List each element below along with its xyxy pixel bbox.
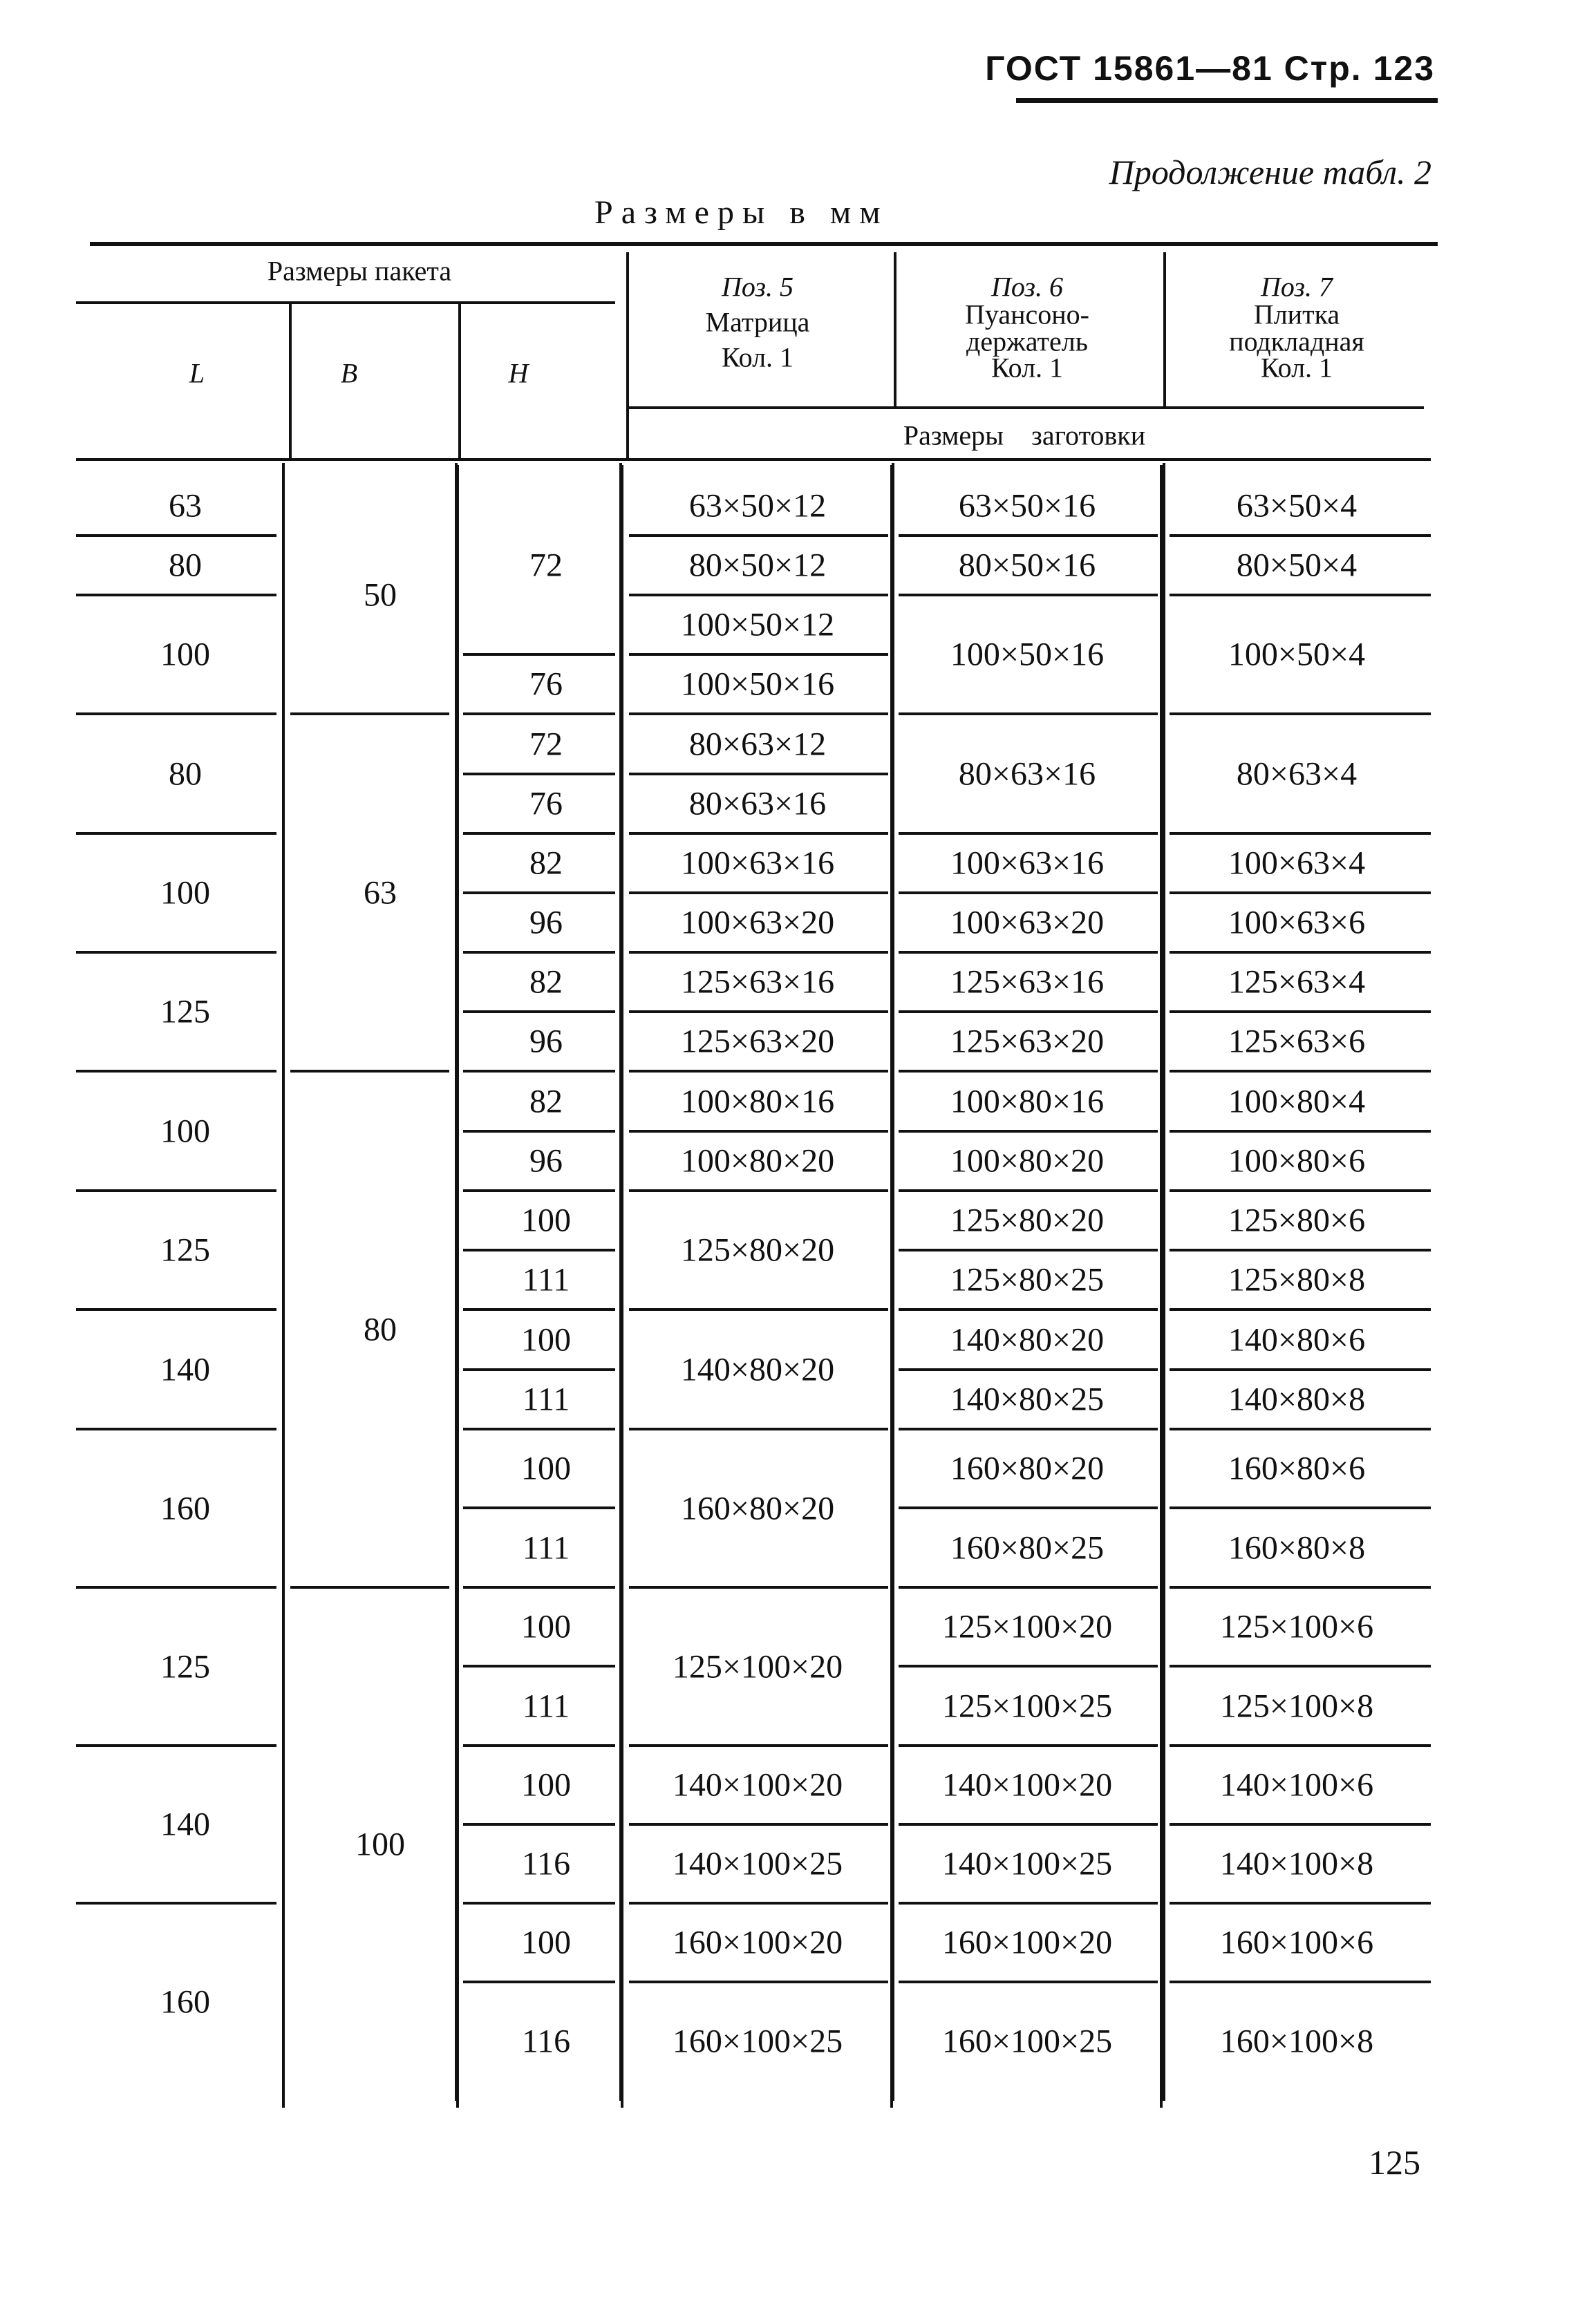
pos5-cell: 140×80×20 xyxy=(680,1351,835,1388)
pos5-cell: 100×80×20 xyxy=(680,1142,835,1180)
pos6-row-rule xyxy=(899,1586,1158,1589)
pos7-row-rule xyxy=(1170,594,1431,596)
L-cell: 100 xyxy=(160,1113,210,1149)
B-row-rule xyxy=(290,1070,449,1073)
pos5-cell: 100×80×16 xyxy=(680,1083,835,1120)
pos6-cell: 125×63×20 xyxy=(950,1023,1105,1060)
pos6-row-rule xyxy=(899,832,1158,835)
pos5-cell: 100×50×12 xyxy=(680,606,835,643)
col-header-H: H xyxy=(508,357,529,389)
pos7-name-line2: подкладная xyxy=(1229,325,1364,357)
pos5-row-rule xyxy=(629,1010,888,1013)
pos5-row-rule xyxy=(629,1586,888,1589)
header-rule-blanks xyxy=(628,406,1424,409)
pos6-cell: 80×50×16 xyxy=(958,547,1096,584)
pos5-cell: 100×63×20 xyxy=(680,904,835,941)
H-row-rule xyxy=(463,1249,615,1251)
pos7-cell: 80×50×4 xyxy=(1236,547,1358,584)
H-row-rule xyxy=(463,773,615,775)
H-cell: 96 xyxy=(529,1023,563,1060)
H-cell: 72 xyxy=(529,547,563,583)
pos6-number: Поз. 6 xyxy=(991,271,1063,303)
pos6-qty: Кол. 1 xyxy=(990,352,1064,384)
H-cell: 100 xyxy=(521,1608,571,1645)
L-row-rule xyxy=(76,832,276,835)
pos7-number: Поз. 7 xyxy=(1261,271,1333,303)
pos6-cell: 80×63×16 xyxy=(958,755,1096,792)
pos6-cell: 160×80×20 xyxy=(950,1450,1105,1487)
pos6-cell: 125×100×25 xyxy=(941,1688,1113,1724)
pos7-cell: 100×63×6 xyxy=(1228,904,1366,941)
pos6-row-rule xyxy=(899,534,1158,537)
pos6-cell: 125×63×16 xyxy=(950,963,1105,1001)
pos5-cell: 63×50×12 xyxy=(688,487,827,524)
pos6-row-rule xyxy=(899,1665,1158,1668)
page-number: 125 xyxy=(1369,2143,1420,2182)
L-cell: 80 xyxy=(169,547,202,584)
header-rule-package xyxy=(76,301,615,304)
blank-sizes-header: Размеры заготовки xyxy=(903,419,1146,451)
pos5-row-rule xyxy=(629,1070,888,1073)
pos5-qty: Кол. 1 xyxy=(721,341,794,373)
L-row-rule xyxy=(76,534,276,537)
header-vline-BH xyxy=(458,303,461,460)
L-cell: 125 xyxy=(160,993,210,1030)
pos6-row-rule xyxy=(899,1506,1158,1509)
H-cell: 111 xyxy=(522,1381,570,1418)
header-vline-LB xyxy=(289,303,292,460)
H-cell: 96 xyxy=(529,1142,563,1180)
H-cell: 111 xyxy=(522,1529,570,1566)
pos7-cell: 140×80×8 xyxy=(1228,1381,1366,1418)
pos5-row-rule xyxy=(629,1981,888,1983)
pos5-row-rule xyxy=(629,1308,888,1311)
H-cell: 76 xyxy=(529,665,563,703)
H-cell: 111 xyxy=(522,1688,570,1724)
L-row-rule xyxy=(76,1189,276,1192)
pos5-cell: 100×63×16 xyxy=(680,844,835,882)
pos6-name-line2: держатель xyxy=(966,325,1088,357)
pos5-cell: 160×100×20 xyxy=(672,1924,843,1961)
B-row-rule xyxy=(290,1586,449,1589)
H-row-rule xyxy=(463,1902,615,1905)
H-row-rule xyxy=(463,891,615,894)
pos7-cell: 140×100×8 xyxy=(1219,1845,1374,1882)
pos7-row-rule xyxy=(1170,1368,1431,1371)
B-cell: 50 xyxy=(364,576,397,613)
pos7-row-rule xyxy=(1170,712,1431,715)
pos6-row-rule xyxy=(899,1308,1158,1311)
units-caption: Размеры в мм xyxy=(594,194,889,231)
pos7-row-rule xyxy=(1170,891,1431,894)
pos5-cell: 80×63×16 xyxy=(688,785,827,822)
header-rule xyxy=(1016,98,1438,103)
H-cell: 116 xyxy=(521,1845,571,1882)
H-cell: 116 xyxy=(521,2023,571,2060)
pos6-row-rule xyxy=(899,1070,1158,1073)
pos7-row-rule xyxy=(1170,1665,1431,1668)
table-continuation-note: Продолжение табл. 2 xyxy=(1109,153,1431,191)
pos7-cell: 80×63×4 xyxy=(1236,755,1358,792)
pos5-row-rule xyxy=(629,712,888,715)
package-sizes-header: Размеры пакета xyxy=(267,255,452,287)
pos5-cell: 125×100×20 xyxy=(672,1648,843,1685)
pos6-row-rule xyxy=(899,1744,1158,1747)
pos5-row-rule xyxy=(629,534,888,537)
B-cell: 80 xyxy=(364,1311,397,1348)
pos7-cell: 160×80×8 xyxy=(1228,1529,1366,1566)
pos6-cell: 140×100×25 xyxy=(941,1845,1113,1882)
H-row-rule xyxy=(463,1506,615,1509)
document-header: ГОСТ 15861—81 Стр. 123 xyxy=(985,49,1435,88)
L-cell: 160 xyxy=(160,1490,210,1527)
pos6-row-rule xyxy=(899,1189,1158,1192)
pos5-row-rule xyxy=(629,594,888,596)
L-row-rule xyxy=(76,1586,276,1589)
pos7-cell: 63×50×4 xyxy=(1236,487,1358,524)
pos7-cell: 100×80×6 xyxy=(1228,1142,1366,1180)
H-cell: 96 xyxy=(529,904,563,941)
L-cell: 125 xyxy=(160,1648,210,1685)
L-row-rule xyxy=(76,1308,276,1311)
header-bottom-rule xyxy=(76,458,1431,461)
pos6-row-rule xyxy=(899,712,1158,715)
pos7-cell: 125×100×6 xyxy=(1219,1608,1374,1645)
pos6-cell: 100×63×16 xyxy=(950,844,1105,882)
pos6-cell: 140×80×20 xyxy=(950,1321,1105,1358)
H-cell: 100 xyxy=(521,1321,571,1358)
pos5-cell: 125×80×20 xyxy=(680,1231,835,1269)
L-row-rule xyxy=(76,594,276,596)
pos6-cell: 125×80×25 xyxy=(950,1261,1105,1298)
H-cell: 82 xyxy=(529,963,563,1001)
pos6-cell: 125×80×20 xyxy=(950,1202,1105,1239)
pos7-row-rule xyxy=(1170,1506,1431,1509)
H-cell: 111 xyxy=(522,1261,570,1298)
H-cell: 100 xyxy=(521,1450,571,1487)
pos7-row-rule xyxy=(1170,1189,1431,1192)
pos6-cell: 100×63×20 xyxy=(950,904,1105,941)
pos7-cell: 160×100×6 xyxy=(1219,1924,1374,1961)
pos7-cell: 100×80×4 xyxy=(1228,1083,1366,1120)
pos5-name: Матрица xyxy=(705,306,810,338)
pos7-cell: 125×63×6 xyxy=(1228,1023,1366,1060)
L-row-rule xyxy=(76,712,276,715)
body-vline-1 xyxy=(455,463,458,2101)
pos5-row-rule xyxy=(629,1823,888,1826)
pos6-row-rule xyxy=(899,1981,1158,1983)
H-row-rule xyxy=(463,1665,615,1668)
pos5-cell: 140×100×20 xyxy=(672,1766,843,1804)
pos7-cell: 125×80×8 xyxy=(1228,1261,1366,1298)
pos6-cell: 160×100×25 xyxy=(941,2023,1113,2060)
pos5-cell: 80×50×12 xyxy=(688,547,827,584)
pos7-cell: 125×100×8 xyxy=(1219,1688,1374,1724)
L-cell: 125 xyxy=(160,1231,210,1269)
pos7-row-rule xyxy=(1170,832,1431,835)
pos7-row-rule xyxy=(1170,1010,1431,1013)
B-row-rule xyxy=(290,712,449,715)
pos7-row-rule xyxy=(1170,1070,1431,1073)
pos5-number: Поз. 5 xyxy=(722,271,794,303)
pos6-cell: 125×100×20 xyxy=(941,1608,1113,1645)
pos7-cell: 140×80×6 xyxy=(1228,1321,1366,1358)
pos6-row-rule xyxy=(899,1823,1158,1826)
H-row-rule xyxy=(463,1189,615,1192)
L-row-rule xyxy=(76,1744,276,1747)
header-vline-pos6-pos7 xyxy=(1163,252,1166,408)
H-row-rule xyxy=(463,1368,615,1371)
pos7-cell: 125×80×6 xyxy=(1228,1202,1366,1239)
L-row-rule xyxy=(76,1902,276,1905)
L-cell: 140 xyxy=(160,1351,210,1388)
pos5-row-rule xyxy=(629,1744,888,1747)
L-row-rule xyxy=(76,1070,276,1073)
pos7-row-rule xyxy=(1170,1902,1431,1905)
pos6-name-line1: Пуансоно- xyxy=(965,299,1089,330)
pos7-cell: 160×100×8 xyxy=(1219,2023,1374,2060)
pos5-row-rule xyxy=(629,773,888,775)
pos5-cell: 100×50×16 xyxy=(680,665,835,703)
L-cell: 63 xyxy=(169,487,202,524)
H-row-rule xyxy=(463,1586,615,1589)
B-cell: 63 xyxy=(364,874,397,911)
pos5-cell: 80×63×12 xyxy=(688,726,827,762)
H-row-rule xyxy=(463,1010,615,1013)
pos5-cell: 125×63×16 xyxy=(680,963,835,1001)
pos7-row-rule xyxy=(1170,1428,1431,1430)
pos6-cell: 100×80×16 xyxy=(950,1083,1105,1120)
body-vline-4 xyxy=(1163,463,1165,2101)
H-row-rule xyxy=(463,1130,615,1133)
H-row-rule xyxy=(463,712,615,715)
pos7-row-rule xyxy=(1170,1586,1431,1589)
col-header-L: L xyxy=(189,357,205,389)
L-cell: 100 xyxy=(160,636,210,673)
pos5-cell: 160×80×20 xyxy=(680,1490,835,1527)
L-cell: 80 xyxy=(169,755,202,792)
pos6-row-rule xyxy=(899,1249,1158,1251)
pos6-cell: 160×100×20 xyxy=(941,1924,1113,1961)
pos6-row-rule xyxy=(899,1130,1158,1133)
H-row-rule xyxy=(463,1981,615,1983)
body-vline-2 xyxy=(619,463,622,2101)
pos6-row-rule xyxy=(899,594,1158,596)
L-row-rule xyxy=(76,1428,276,1430)
pos5-row-rule xyxy=(629,1902,888,1905)
pos6-cell: 100×50×16 xyxy=(950,636,1105,673)
pos6-cell: 100×80×20 xyxy=(950,1142,1105,1180)
pos7-row-rule xyxy=(1170,1249,1431,1251)
H-row-rule xyxy=(463,1308,615,1311)
pos7-row-rule xyxy=(1170,1308,1431,1311)
H-cell: 100 xyxy=(521,1202,571,1239)
pos5-row-rule xyxy=(629,1189,888,1192)
H-row-rule xyxy=(463,1823,615,1826)
H-row-rule xyxy=(463,1070,615,1073)
pos6-row-rule xyxy=(899,891,1158,894)
H-cell: 100 xyxy=(521,1766,571,1804)
header-vline-pos5-pos6 xyxy=(894,252,896,408)
pos6-row-rule xyxy=(899,951,1158,954)
pos7-cell: 125×63×4 xyxy=(1228,963,1366,1001)
H-row-rule xyxy=(463,951,615,954)
pos5-row-rule xyxy=(629,951,888,954)
pos7-row-rule xyxy=(1170,1981,1431,1983)
pos6-row-rule xyxy=(899,1428,1158,1430)
header-vline-H-pos5 xyxy=(626,252,629,460)
H-row-rule xyxy=(463,653,615,656)
H-cell: 100 xyxy=(521,1924,571,1961)
pos5-row-rule xyxy=(629,1130,888,1133)
pos7-row-rule xyxy=(1170,1744,1431,1747)
body-vline-0 xyxy=(282,463,285,2101)
H-row-rule xyxy=(463,1744,615,1747)
pos7-row-rule xyxy=(1170,534,1431,537)
pos5-cell: 160×100×25 xyxy=(672,2023,843,2060)
H-cell: 82 xyxy=(529,844,563,882)
L-cell: 100 xyxy=(160,874,210,911)
pos6-cell: 63×50×16 xyxy=(958,487,1096,524)
L-cell: 160 xyxy=(160,1983,210,2021)
H-cell: 76 xyxy=(529,785,563,822)
pos5-cell: 140×100×25 xyxy=(672,1845,843,1882)
H-cell: 82 xyxy=(529,1083,563,1120)
H-row-rule xyxy=(463,1428,615,1430)
pos7-cell: 100×63×4 xyxy=(1228,844,1366,882)
pos7-row-rule xyxy=(1170,951,1431,954)
pos7-qty: Кол. 1 xyxy=(1260,352,1333,384)
pos6-row-rule xyxy=(899,1010,1158,1013)
pos5-row-rule xyxy=(629,653,888,656)
table-top-rule xyxy=(90,242,1438,246)
pos6-cell: 160×80×25 xyxy=(950,1529,1105,1566)
pos5-row-rule xyxy=(629,1428,888,1430)
H-row-rule xyxy=(463,832,615,835)
pos7-row-rule xyxy=(1170,1823,1431,1826)
B-cell: 100 xyxy=(355,1826,405,1862)
pos6-cell: 140×100×20 xyxy=(941,1766,1113,1804)
pos5-cell: 125×63×20 xyxy=(680,1023,835,1060)
L-cell: 140 xyxy=(160,1806,210,1843)
col-header-B: B xyxy=(340,357,358,389)
body-vline-3 xyxy=(892,463,894,2101)
pos7-row-rule xyxy=(1170,1130,1431,1133)
H-cell: 72 xyxy=(529,726,563,762)
pos6-row-rule xyxy=(899,1368,1158,1371)
pos7-cell: 140×100×6 xyxy=(1219,1766,1374,1804)
pos7-name-line1: Плитка xyxy=(1253,299,1340,330)
pos7-cell: 100×50×4 xyxy=(1228,636,1366,673)
L-row-rule xyxy=(76,951,276,954)
pos6-row-rule xyxy=(899,1902,1158,1905)
pos5-row-rule xyxy=(629,891,888,894)
pos7-cell: 160×80×6 xyxy=(1228,1450,1366,1487)
pos5-row-rule xyxy=(629,832,888,835)
pos6-cell: 140×80×25 xyxy=(950,1381,1105,1418)
